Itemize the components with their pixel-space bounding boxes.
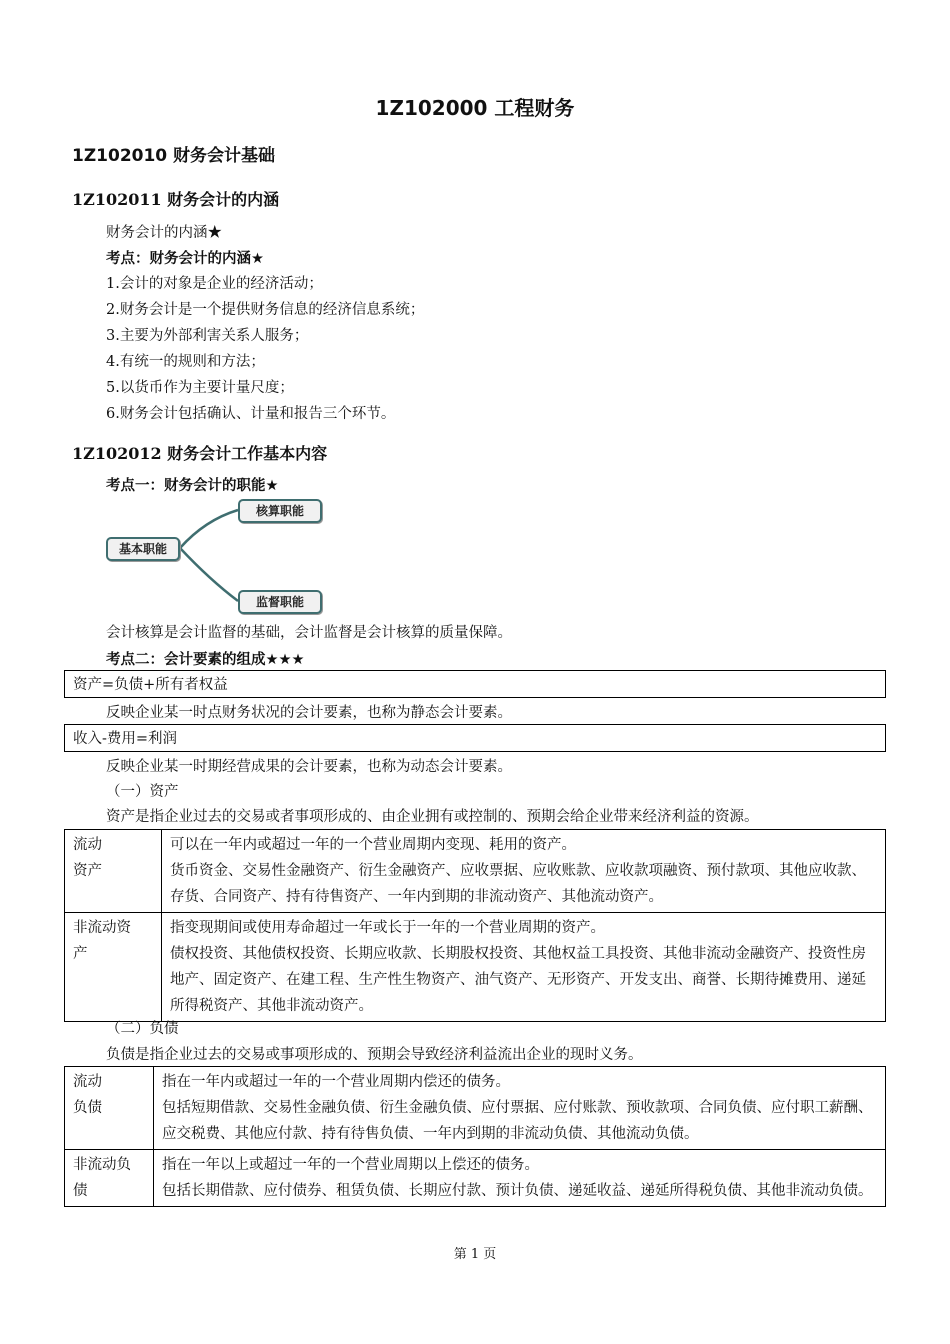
liabilities-table xyxy=(64,1066,886,1207)
formula-box-2: 收入-费用=利润 xyxy=(64,724,886,752)
row-desc: 指在一年内或超过一年的一个营业周期内偿还的债务。 xyxy=(162,1074,510,1090)
assets-row-name xyxy=(65,830,162,913)
liabilities-row-content xyxy=(154,1067,886,1150)
assets-label: （一）资产 xyxy=(106,784,179,800)
row-name-line: 流动 xyxy=(73,1074,102,1090)
diagram-node-supervision: 监督职能 xyxy=(238,590,322,614)
sub1-item: 4.有统一的规则和方法； xyxy=(106,354,265,370)
row-name-line: 负债 xyxy=(73,1100,102,1116)
sub1-heading: 1Z102011 财务会计的内涵 xyxy=(72,190,280,209)
relation-text: 会计核算是会计监督的基础，会计监督是会计核算的质量保障。 xyxy=(106,625,512,641)
row-name-line: 流动 xyxy=(73,837,102,853)
row-desc: 指在一年以上或超过一年的一个营业周期以上偿还的债务。 xyxy=(162,1157,539,1173)
assets-row-name xyxy=(65,913,162,1022)
assets-table xyxy=(64,829,886,1022)
section-heading: 1Z102010 财务会计基础 xyxy=(72,146,276,166)
liabilities-row-name xyxy=(65,1150,154,1207)
liabilities-definition: 负债是指企业过去的交易或事项形成的、预期会导致经济利益流出企业的现时义务。 xyxy=(106,1047,643,1063)
row-items: 债权投资、其他债权投资、长期应收款、长期股权投资、其他权益工具投资、其他非流动金融资产、投资性房地产、固定资产、在建工程、生产性生物资产、油气资产、无形资产、开发支出、商誉、长期待摊费用、递延所得税资产、其他非流动资产。 xyxy=(170,946,866,1014)
liabilities-row-name xyxy=(65,1067,154,1150)
row-items: 包括长期借款、应付债券、租赁负债、长期应付款、预计负债、递延收益、递延所得税负债、其他非流动负债。 xyxy=(162,1183,873,1199)
row-name-line: 非流动资 xyxy=(73,920,131,936)
sub2-point2: 考点二：会计要素的组成★★★ xyxy=(106,652,305,668)
sub1-point: 考点：财务会计的内涵★ xyxy=(106,251,264,267)
table-row xyxy=(65,913,886,1022)
sub1-item: 1.会计的对象是企业的经济活动； xyxy=(106,276,323,292)
sub1-item: 6.财务会计包括确认、计量和报告三个环节。 xyxy=(106,406,396,422)
page-footer: 第 1 页 xyxy=(453,1247,497,1262)
liabilities-label: （二）负债 xyxy=(106,1021,179,1037)
page-title: 1Z102000 工程财务 xyxy=(375,96,575,120)
formula2-desc: 反映企业某一时期经营成果的会计要素，也称为动态会计要素。 xyxy=(106,759,512,775)
row-items: 货币资金、交易性金融资产、衍生金融资产、应收票据、应收账款、应收款项融资、预付款项、其他应收款、存货、合同资产、持有待售资产、一年内到期的非流动资产、其他流动资产。 xyxy=(170,863,866,905)
row-name-line: 产 xyxy=(73,946,88,962)
assets-row-content xyxy=(162,830,886,913)
sub1-item: 3.主要为外部利害关系人服务； xyxy=(106,328,309,344)
sub2-heading: 1Z102012 财务会计工作基本内容 xyxy=(72,444,328,463)
table-row xyxy=(65,1150,886,1207)
liabilities-row-content xyxy=(154,1150,886,1207)
table-row xyxy=(65,830,886,913)
sub1-item: 5.以货币作为主要计量尺度； xyxy=(106,380,294,396)
row-name-line: 债 xyxy=(73,1183,88,1199)
row-desc: 指变现期间或使用寿命超过一年或长于一年的一个营业周期的资产。 xyxy=(170,920,605,936)
sub1-item: 2.财务会计是一个提供财务信息的经济信息系统； xyxy=(106,302,425,318)
diagram-node-accounting: 核算职能 xyxy=(238,499,322,523)
sub1-intro: 财务会计的内涵★ xyxy=(106,225,222,241)
row-desc: 可以在一年内或超过一年的一个营业周期内变现、耗用的资产。 xyxy=(170,837,576,853)
row-name-line: 资产 xyxy=(73,863,102,879)
formula1-desc: 反映企业某一时点财务状况的会计要素，也称为静态会计要素。 xyxy=(106,705,512,721)
table-row xyxy=(65,1067,886,1150)
formula-box-1: 资产=负债+所有者权益 xyxy=(64,670,886,698)
diagram-root-node: 基本职能 xyxy=(106,537,180,561)
sub2-point1: 考点一：财务会计的职能★ xyxy=(106,478,279,494)
row-name-line: 非流动负 xyxy=(73,1157,131,1173)
assets-row-content xyxy=(162,913,886,1022)
assets-definition: 资产是指企业过去的交易或者事项形成的、由企业拥有或控制的、预期会给企业带来经济利益的资源。 xyxy=(106,809,759,825)
row-items: 包括短期借款、交易性金融负债、衍生金融负债、应付票据、应付账款、预收款项、合同负债、应付职工薪酬、应交税费、其他应付款、持有待售负债、一年内到期的非流动负债、其他流动负债。 xyxy=(162,1100,873,1142)
